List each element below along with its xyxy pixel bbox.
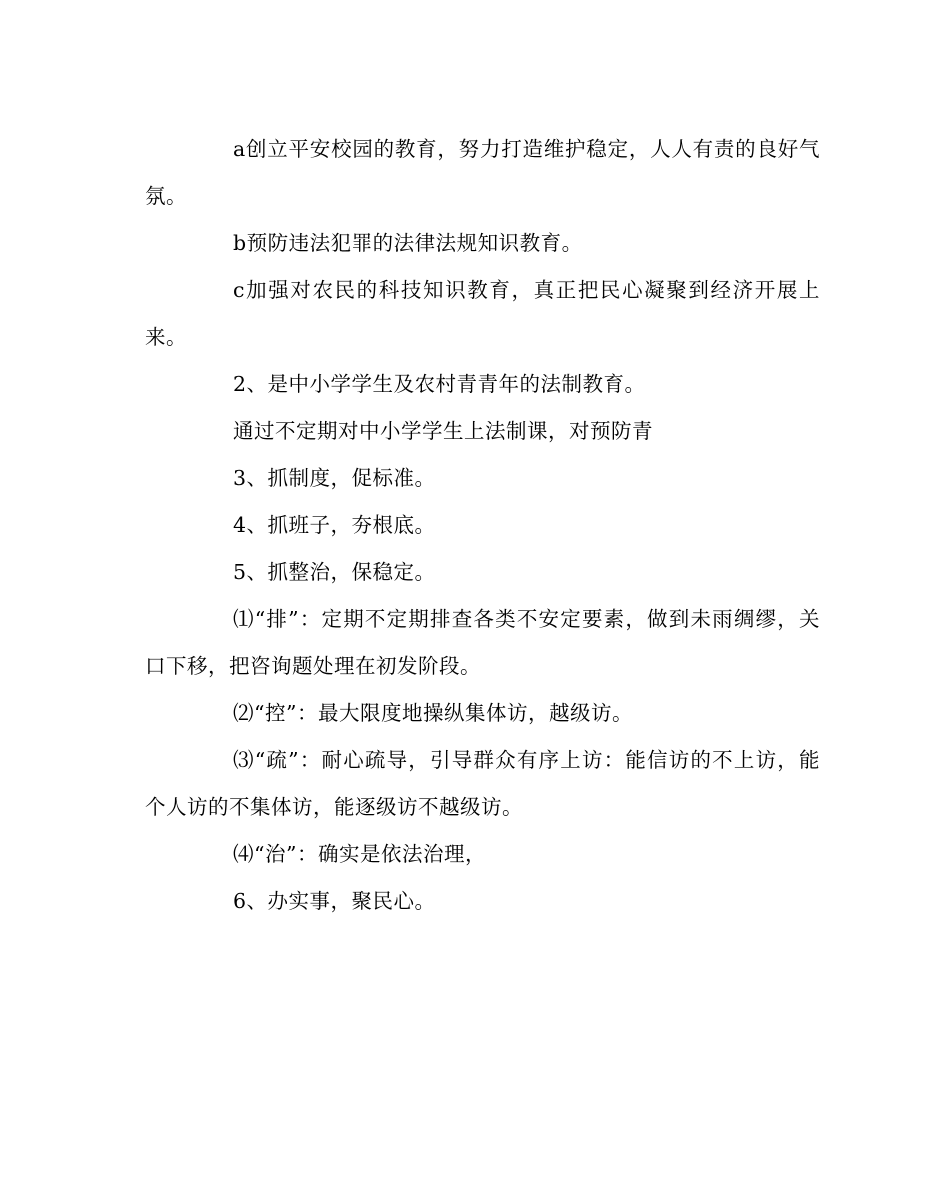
paragraph-sub-3: ⑶“疏”：耐心疏导，引导群众有序上访：能信访的不上访，能个人访的不集体访，能逐级访不越级访。 (145, 748, 820, 819)
paragraph-item-5: 5、抓整治，保稳定。 (233, 560, 436, 584)
paragraph-sub-1: ⑴“排”：定期不定期排查各类不安定要素，做到未雨绸缪，关口下移，把咨询题处理在初发阶段。 (145, 607, 820, 678)
paragraph-sub-4: ⑷“治”：确实是依法治理， (233, 842, 486, 866)
paragraph-b: b预防违法犯罪的法律法规知识教育。 (233, 231, 583, 255)
paragraph-c: c加强对农民的科技知识教育，真正把民心凝聚到经济开展上来。 (145, 278, 820, 349)
paragraph-item-3: 3、抓制度，促标准。 (233, 466, 436, 490)
paragraph-item-2-detail: 通过不定期对中小学学生上法制课，对预防青 (233, 419, 653, 443)
paragraph-item-2: 2、是中小学学生及农村青青年的法制教育。 (233, 372, 646, 396)
paragraph-sub-2: ⑵“控”：最大限度地操纵集体访，越级访。 (233, 701, 633, 725)
paragraph-a: a创立平安校园的教育，努力打造维护稳定，人人有责的良好气氛。 (145, 137, 820, 208)
paragraph-item-6: 6、办实事，聚民心。 (233, 889, 436, 913)
paragraph-item-4: 4、抓班子，夯根底。 (233, 513, 436, 537)
document-body (145, 126, 820, 925)
